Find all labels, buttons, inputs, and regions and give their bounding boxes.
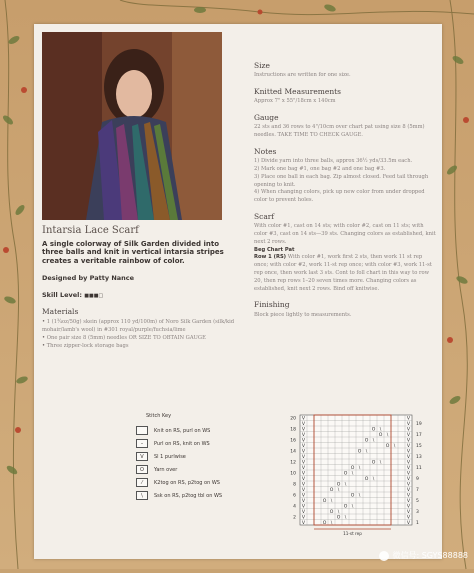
stitch-key-label: Yarn over	[154, 466, 178, 473]
chart-stitch-symbol: \	[344, 515, 347, 521]
lace-chart	[264, 407, 422, 551]
chart-row-label: 9	[416, 477, 419, 482]
chart-stitch-symbol: V	[301, 433, 306, 438]
chart-stitch-symbol: V	[301, 422, 306, 427]
left-column	[42, 224, 237, 351]
pattern-title: Intarsia Lace Scarf	[42, 225, 139, 236]
chart-stitch-symbol: V	[301, 455, 306, 460]
chart-stitch-symbol: O	[329, 510, 334, 515]
chart-stitch-symbol: O	[350, 493, 355, 499]
chart-stitch-symbol: V	[406, 504, 411, 510]
chart-stitch-symbol: O	[364, 438, 369, 444]
chart-stitch-symbol: O	[336, 482, 341, 488]
chart-stitch-symbol: V	[301, 521, 306, 526]
yarn-over-symbol-icon: O	[136, 465, 148, 474]
finishing-heading: Finishing	[254, 300, 290, 310]
materials-item: • 1 (1¾oz/50g) skein (approx 110 yd/100m) of Noro Silk Garden (silk/kid mohair/lamb's wool) in #301 royal/purple/fuchsia/lime	[42, 319, 237, 335]
pattern-page	[34, 24, 442, 559]
chart-stitch-symbol: V	[301, 510, 306, 515]
chart-stitch-symbol: V	[301, 515, 306, 521]
chart-stitch-symbol: V	[406, 482, 411, 488]
chart-stitch-symbol: \	[337, 510, 340, 515]
wechat-icon	[379, 551, 389, 561]
measurements-heading: Knitted Measurements	[254, 87, 342, 97]
row1-label: Row 1 (RS)	[254, 254, 287, 261]
row1-text	[254, 254, 436, 293]
chart-row-label: 4	[293, 504, 296, 510]
chart-row-label: 20	[290, 416, 296, 422]
note-item: 2) Mark one bag #1, one bag #2 and one bag #3.	[254, 165, 386, 172]
stitch-key-label: Purl on RS, knit on WS	[154, 440, 210, 447]
chart-stitch-symbol: V	[406, 416, 411, 422]
stitch-key-row	[104, 450, 254, 463]
chart-stitch-symbol: O	[322, 521, 327, 526]
chart-stitch-symbol: \	[386, 433, 389, 438]
stitch-key-row	[104, 463, 254, 476]
chart-stitch-symbol: O	[357, 449, 362, 455]
chart-stitch-symbol: V	[406, 422, 411, 427]
stitch-key-row	[104, 476, 254, 489]
materials-item: • Three zipper-lock storage bags	[42, 343, 237, 351]
stitch-key-label: K2tog on RS, p2tog on WS	[154, 479, 220, 486]
stitch-key-label: Sl 1 purlwise	[154, 453, 186, 460]
chart-stitch-symbol: V	[301, 482, 306, 488]
materials-list	[42, 319, 237, 350]
chart-row-label: 17	[416, 433, 422, 438]
knit-symbol-icon	[136, 426, 148, 435]
chart-stitch-symbol: O	[343, 504, 348, 510]
right-column	[254, 60, 436, 319]
chart-stitch-symbol: V	[406, 477, 411, 482]
chart-stitch-symbol: O	[378, 433, 383, 438]
size-text: Instructions are written for one size.	[254, 72, 351, 79]
k2tog-symbol-icon: ⁄	[136, 478, 148, 487]
chart-stitch-symbol: \	[337, 488, 340, 493]
chart-stitch-symbol: V	[406, 488, 411, 493]
pattern-intro: A single colorway of Silk Garden divided into three balls and knit in vertical intarsia stripes creates a veritable rainbow of color.	[42, 239, 224, 265]
gauge-heading: Gauge	[254, 113, 279, 123]
chart-stitch-symbol: \	[358, 493, 361, 499]
slip-symbol-icon: V	[136, 452, 148, 461]
chart-stitch-symbol: \	[393, 444, 396, 449]
chart-stitch-symbol: V	[301, 493, 306, 499]
stitch-key-row	[104, 489, 254, 502]
chart-stitch-symbol: V	[406, 427, 411, 433]
chart-stitch-symbol: V	[406, 499, 411, 504]
watermark-text: 微信号: SGYS88888	[392, 551, 468, 560]
size-heading: Size	[254, 61, 270, 70]
repeat-label: 11-st rep	[343, 531, 362, 536]
note-item: 3) Place one ball in each bag. Zip almost closed. Feed tail through opening to knit.	[254, 173, 429, 188]
chart-stitch-symbol: V	[301, 488, 306, 493]
chart-stitch-symbol: \	[330, 499, 333, 504]
chart-row-label: 19	[416, 422, 422, 427]
skill-level-label: Skill Level:	[42, 290, 82, 299]
materials-item: • One pair size 8 (5mm) needles OR SIZE TO OBTAIN GAUGE	[42, 335, 237, 343]
scarf-text: With color #1, cast on 14 sts; with color #2, cast on 11 sts; with color #3, cast on 14 sts—39 sts. Changing colors as established, knit next 2 rows.	[254, 223, 436, 245]
materials-heading: Materials	[42, 307, 79, 317]
chart-row-label: 5	[416, 499, 419, 504]
chart-row-label: 3	[416, 510, 419, 515]
chart-stitch-symbol: \	[379, 460, 382, 466]
stitch-key-label: Ssk on RS, p2tog tbl on WS	[154, 492, 223, 499]
chart-stitch-symbol: V	[301, 444, 306, 449]
chart-stitch-symbol: V	[406, 515, 411, 521]
chart-row-label: 14	[290, 449, 296, 455]
purl-symbol-icon: –	[136, 439, 148, 448]
chart-row-label: 6	[293, 493, 296, 499]
scarf-heading: Scarf	[254, 211, 275, 221]
chart-stitch-symbol: \	[351, 504, 354, 510]
chart-stitch-symbol: \	[372, 477, 375, 482]
chart-stitch-symbol: \	[372, 438, 375, 444]
chart-row-label: 10	[290, 471, 296, 477]
skill-level	[42, 291, 237, 300]
chart-row-label: 15	[416, 444, 422, 449]
chart-stitch-symbol: V	[301, 416, 306, 422]
chart-row-label: 2	[293, 515, 296, 521]
chart-stitch-symbol: \	[344, 482, 347, 488]
stitch-key	[104, 413, 254, 502]
stitch-key-title: Stitch Key	[146, 413, 172, 419]
designer-credit: Designed by Patty Nance	[42, 273, 135, 282]
chart-stitch-symbol: V	[301, 427, 306, 433]
chart-stitch-symbol: O	[364, 477, 369, 482]
chart-stitch-symbol: \	[379, 427, 382, 433]
skill-level-icon: ■■■□	[84, 292, 104, 299]
chart-stitch-symbol: V	[301, 460, 306, 466]
lace-chart-grid	[264, 407, 422, 547]
chart-stitch-symbol: V	[406, 433, 411, 438]
chart-stitch-symbol: V	[406, 521, 411, 526]
chart-stitch-symbol: V	[301, 504, 306, 510]
chart-stitch-symbol: V	[301, 449, 306, 455]
chart-stitch-symbol: \	[351, 471, 354, 477]
chart-stitch-symbol: O	[343, 471, 348, 477]
chart-stitch-symbol: O	[350, 466, 355, 471]
stitch-key-row	[104, 424, 254, 437]
stitch-key-row	[104, 437, 254, 450]
chart-stitch-symbol: V	[406, 455, 411, 460]
beg-chart-heading: Beg Chart Pat	[254, 246, 295, 253]
chart-stitch-symbol: V	[406, 444, 411, 449]
wechat-watermark	[379, 550, 468, 561]
chart-stitch-symbol: V	[301, 471, 306, 477]
stitch-key-label: Knit on RS, purl on WS	[154, 427, 211, 434]
chart-stitch-symbol: O	[385, 444, 390, 449]
chart-stitch-symbol: V	[406, 493, 411, 499]
chart-row-label: 16	[290, 438, 296, 444]
chart-stitch-symbol: V	[406, 466, 411, 471]
chart-stitch-symbol: O	[322, 499, 327, 504]
chart-stitch-symbol: V	[301, 477, 306, 482]
chart-stitch-symbol: V	[406, 449, 411, 455]
chart-stitch-symbol: V	[406, 460, 411, 466]
finishing-text: Block piece lightly to measurements.	[254, 311, 352, 318]
chart-stitch-symbol: O	[371, 460, 376, 466]
row1-instructions: With color #1, work first 2 sts, then work 11 st rep once; with color #2, work 11-st rep once; with color #3, work 11-st rep once, then work last 3 sts. Cont to foll chart in this way to row 20, then rep rows 1–20 seven times more. Changing colors as established, knit next 2 rows. Bind off knitwise.	[254, 254, 432, 292]
chart-stitch-symbol: \	[330, 521, 333, 526]
chart-row-label: 12	[290, 460, 296, 466]
chart-stitch-symbol: \	[358, 466, 361, 471]
chart-stitch-symbol: O	[336, 515, 341, 521]
notes-heading: Notes	[254, 146, 277, 156]
chart-stitch-symbol: \	[365, 449, 368, 455]
note-item: 4) When changing colors, pick up new color from under dropped color to prevent holes.	[254, 189, 425, 204]
gauge-text: 22 sts and 36 rows to 4"/10cm over chart pat using size 8 (5mm) needles. TAKE TIME TO CHECK GAUGE.	[254, 124, 425, 139]
chart-stitch-symbol: V	[406, 510, 411, 515]
chart-row-label: 8	[293, 482, 296, 488]
chart-stitch-symbol: V	[406, 438, 411, 444]
chart-stitch-symbol: O	[329, 488, 334, 493]
chart-stitch-symbol: O	[371, 427, 376, 433]
chart-row-label: 11	[416, 466, 422, 471]
chart-row-label: 1	[416, 521, 419, 526]
chart-stitch-symbol: V	[301, 466, 306, 471]
chart-stitch-symbol: V	[406, 471, 411, 477]
note-item: 1) Divide yarn into three balls, approx 36½ yds/33.5m each.	[254, 158, 413, 165]
chart-row-label: 13	[416, 455, 422, 460]
model-scarf-photo	[42, 32, 222, 220]
chart-row-label: 7	[416, 488, 419, 493]
measurements-text: Approx 7" x 55"/18cm x 140cm	[254, 98, 336, 105]
chart-row-label: 18	[290, 427, 296, 433]
chart-stitch-symbol: V	[301, 438, 306, 444]
ssk-symbol-icon: \	[136, 491, 148, 500]
chart-stitch-symbol: V	[301, 499, 306, 504]
